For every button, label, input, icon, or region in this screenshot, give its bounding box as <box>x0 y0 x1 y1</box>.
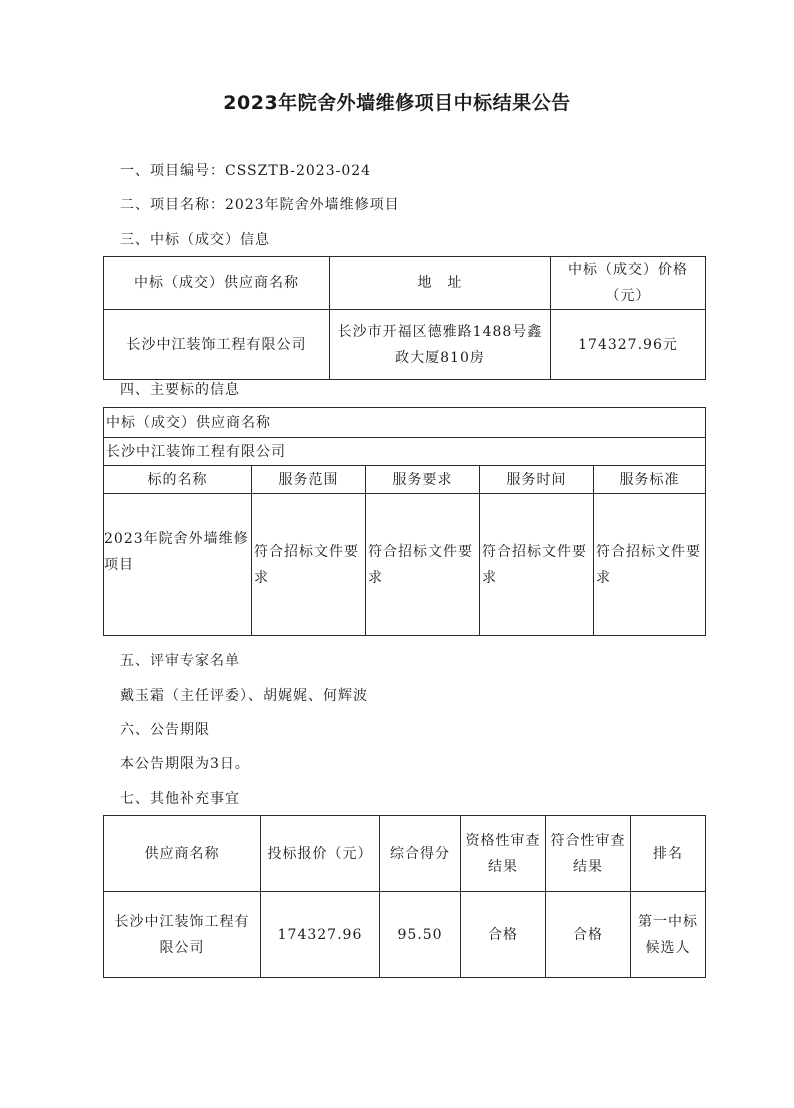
section-subject-info: 四、主要标的信息 <box>120 382 240 398</box>
bid-table <box>103 815 706 978</box>
bid-score: 95.50 <box>380 892 461 978</box>
award-header-supplier: 中标（成交）供应商名称 <box>104 257 330 310</box>
award-header-address: 地 址 <box>330 257 551 310</box>
bid-price: 174327.96 <box>261 892 380 978</box>
bid-header-rank: 排名 <box>631 816 706 892</box>
award-header-price: 中标（成交）价格（元） <box>551 257 706 310</box>
subject-item-standard: 符合招标文件要求 <box>594 494 706 636</box>
subject-header-scope: 服务范围 <box>252 466 366 494</box>
notice-period-text: 本公告期限为3日。 <box>120 756 250 772</box>
bid-rank: 第一中标候选人 <box>631 892 706 978</box>
subject-header-requirement: 服务要求 <box>366 466 480 494</box>
bid-header-compliance: 符合性审查结果 <box>546 816 631 892</box>
experts-list: 戴玉霜（主任评委）、胡娓娓、何辉波 <box>120 688 368 704</box>
award-address: 长沙市开福区德雅路1488号鑫政大厦810房 <box>330 310 551 380</box>
subject-supplier-name: 长沙中江装饰工程有限公司 <box>104 438 706 466</box>
bid-compliance: 合格 <box>546 892 631 978</box>
subject-table <box>103 407 706 636</box>
subject-item-requirement: 符合招标文件要求 <box>366 494 480 636</box>
bid-header-score: 综合得分 <box>380 816 461 892</box>
subject-item-time: 符合招标文件要求 <box>480 494 594 636</box>
bid-header-supplier: 供应商名称 <box>104 816 261 892</box>
bid-header-price: 投标报价（元） <box>261 816 380 892</box>
bid-header-qualification: 资格性审查结果 <box>461 816 546 892</box>
section-notice-period: 六、公告期限 <box>120 722 210 738</box>
subject-header-standard: 服务标准 <box>594 466 706 494</box>
section-other-matters: 七、其他补充事宜 <box>120 791 240 807</box>
award-table <box>103 256 706 380</box>
bid-supplier-name: 长沙中江装饰工程有限公司 <box>104 892 261 978</box>
award-supplier-name: 长沙中江装饰工程有限公司 <box>104 310 330 380</box>
section-award-info: 三、中标（成交）信息 <box>120 232 270 248</box>
bid-qualification: 合格 <box>461 892 546 978</box>
section-experts: 五、评审专家名单 <box>120 653 240 669</box>
section-project-name: 二、项目名称：2023年院舍外墙维修项目 <box>120 197 400 213</box>
subject-header-time: 服务时间 <box>480 466 594 494</box>
award-price: 174327.96元 <box>551 310 706 380</box>
page-title: 2023年院舍外墙维修项目中标结果公告 <box>223 92 571 114</box>
section-project-number: 一、项目编号：CSSZTB-2023-024 <box>120 163 372 179</box>
subject-supplier-label: 中标（成交）供应商名称 <box>104 408 706 438</box>
subject-header-name: 标的名称 <box>104 466 252 494</box>
subject-item-name: 2023年院舍外墙维修项目 <box>104 494 252 636</box>
subject-item-scope: 符合招标文件要求 <box>252 494 366 636</box>
